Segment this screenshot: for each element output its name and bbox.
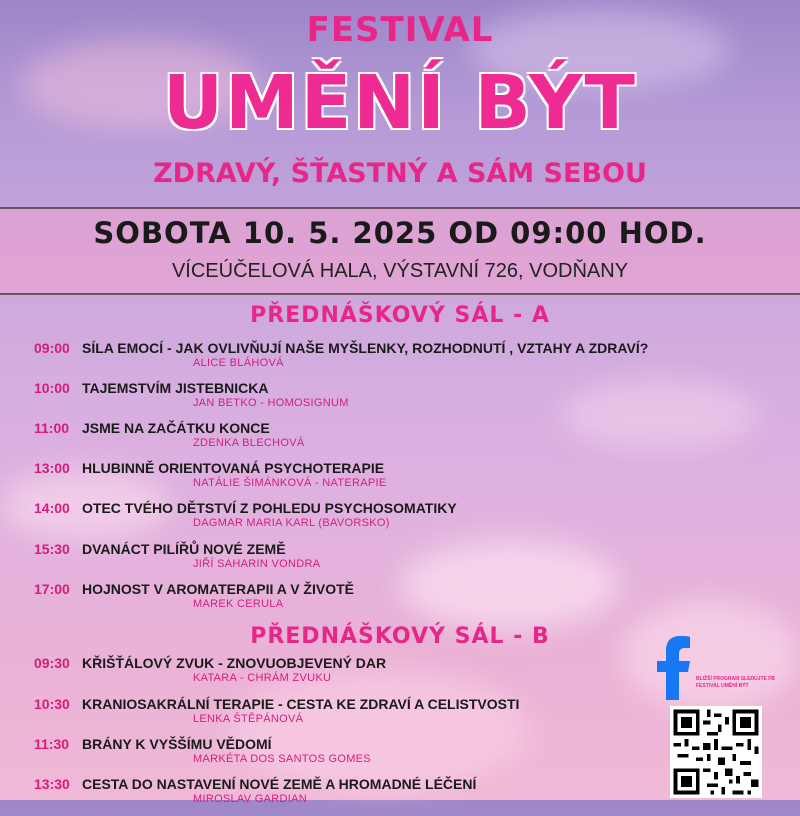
session-title: BRÁNY K VYŠŠÍMU VĚDOMÍ [82,736,272,752]
session-title: KŘIŠŤÁLOVÝ ZVUK - ZNOVUOBJEVENÝ DAR [82,655,387,671]
session-row [0,541,800,581]
event-date: SOBOTA 10. 5. 2025 OD 09:00 HOD. [93,216,707,250]
session-title: OTEC TVÉHO DĚTSTVÍ Z POHLEDU PSYCHOSOMATIKY [82,500,457,516]
session-speaker: MARKÉTA DOS SANTOS GOMES [193,753,371,765]
session-time: 09:30 [34,655,70,671]
session-title: HLUBINNĚ ORIENTOVANÁ PSYCHOTERAPIE [82,460,385,476]
session-time: 17:00 [34,581,70,597]
session-speaker: JAN BETKO - HOMOSIGNUM [193,397,349,409]
session-title: TAJEMSTVÍM JISTEBNICKA [82,380,269,396]
session-speaker: LENKA ŠTĚPÁNOVÁ [193,713,304,725]
hall-b-title: PŘEDNÁŠKOVÝ SÁL - B [250,624,550,649]
session-time: 09:00 [34,340,70,356]
session-row [0,420,800,460]
qr-code[interactable] [670,706,762,798]
session-speaker: NATÁLIE ŠIMÁNKOVÁ - NATERAPIE [193,477,387,489]
session-time: 14:00 [34,500,70,516]
festival-title: UMĚNÍ BÝT [163,60,637,146]
session-time: 13:30 [34,776,70,792]
session-row [0,380,800,420]
session-time: 11:30 [34,736,70,752]
session-title: KRANIOSAKRÁLNÍ TERAPIE - CESTA KE ZDRAVÍ A CELISTVOSTI [82,696,520,712]
session-speaker: JIŘÍ SAHARIN VONDRA [193,558,321,570]
session-speaker: ZDENKA BLECHOVÁ [193,437,305,449]
session-row [0,500,800,540]
session-speaker: MIROSLAV GARDIAN [193,793,308,805]
session-time: 10:30 [34,696,70,712]
session-speaker: KATARA - CHRÁM ZVUKU [193,672,332,684]
session-time: 13:00 [34,460,70,476]
session-time: 15:30 [34,541,70,557]
event-venue: VÍCEÚČELOVÁ HALA, VÝSTAVNÍ 726, VODŇANY [171,260,629,282]
hall-a-title: PŘEDNÁŠKOVÝ SÁL - A [250,303,550,328]
facebook-caption: BLIŽŠÍ PROGRAM SLEDUJTE FB FESTIVAL UMĚNÍ BÝT [696,676,775,689]
facebook-icon[interactable] [652,634,692,700]
session-row [0,340,800,380]
session-speaker: ALICE BLÁHOVÁ [193,357,284,369]
festival-subtitle: ZDRAVÝ, ŠŤASTNÝ A SÁM SEBOU [153,158,647,189]
session-time: 10:00 [34,380,70,396]
session-time: 11:00 [34,420,70,436]
session-title: DVANÁCT PILÍŘŮ NOVÉ ZEMĚ [82,541,286,557]
session-title: JSME NA ZAČÁTKU KONCE [82,420,270,436]
session-title: SÍLA EMOCÍ - JAK OVLIVŇUJÍ NAŠE MYŠLENKY, ROZHODNUTÍ , VZTAHY A ZDRAVÍ? [82,340,649,356]
session-row [0,460,800,500]
session-row [0,581,800,621]
festival-label: FESTIVAL [306,10,494,50]
session-speaker: DAGMAR MARIA KARL (BAVORSKO) [193,517,390,529]
session-speaker: MAREK CERULA [193,598,284,610]
session-title: CESTA DO NASTAVENÍ NOVÉ ZEMĚ A HROMADNÉ LÉČENÍ [82,776,477,792]
session-title: HOJNOST V AROMATERAPII A V ŽIVOTĚ [82,581,354,597]
